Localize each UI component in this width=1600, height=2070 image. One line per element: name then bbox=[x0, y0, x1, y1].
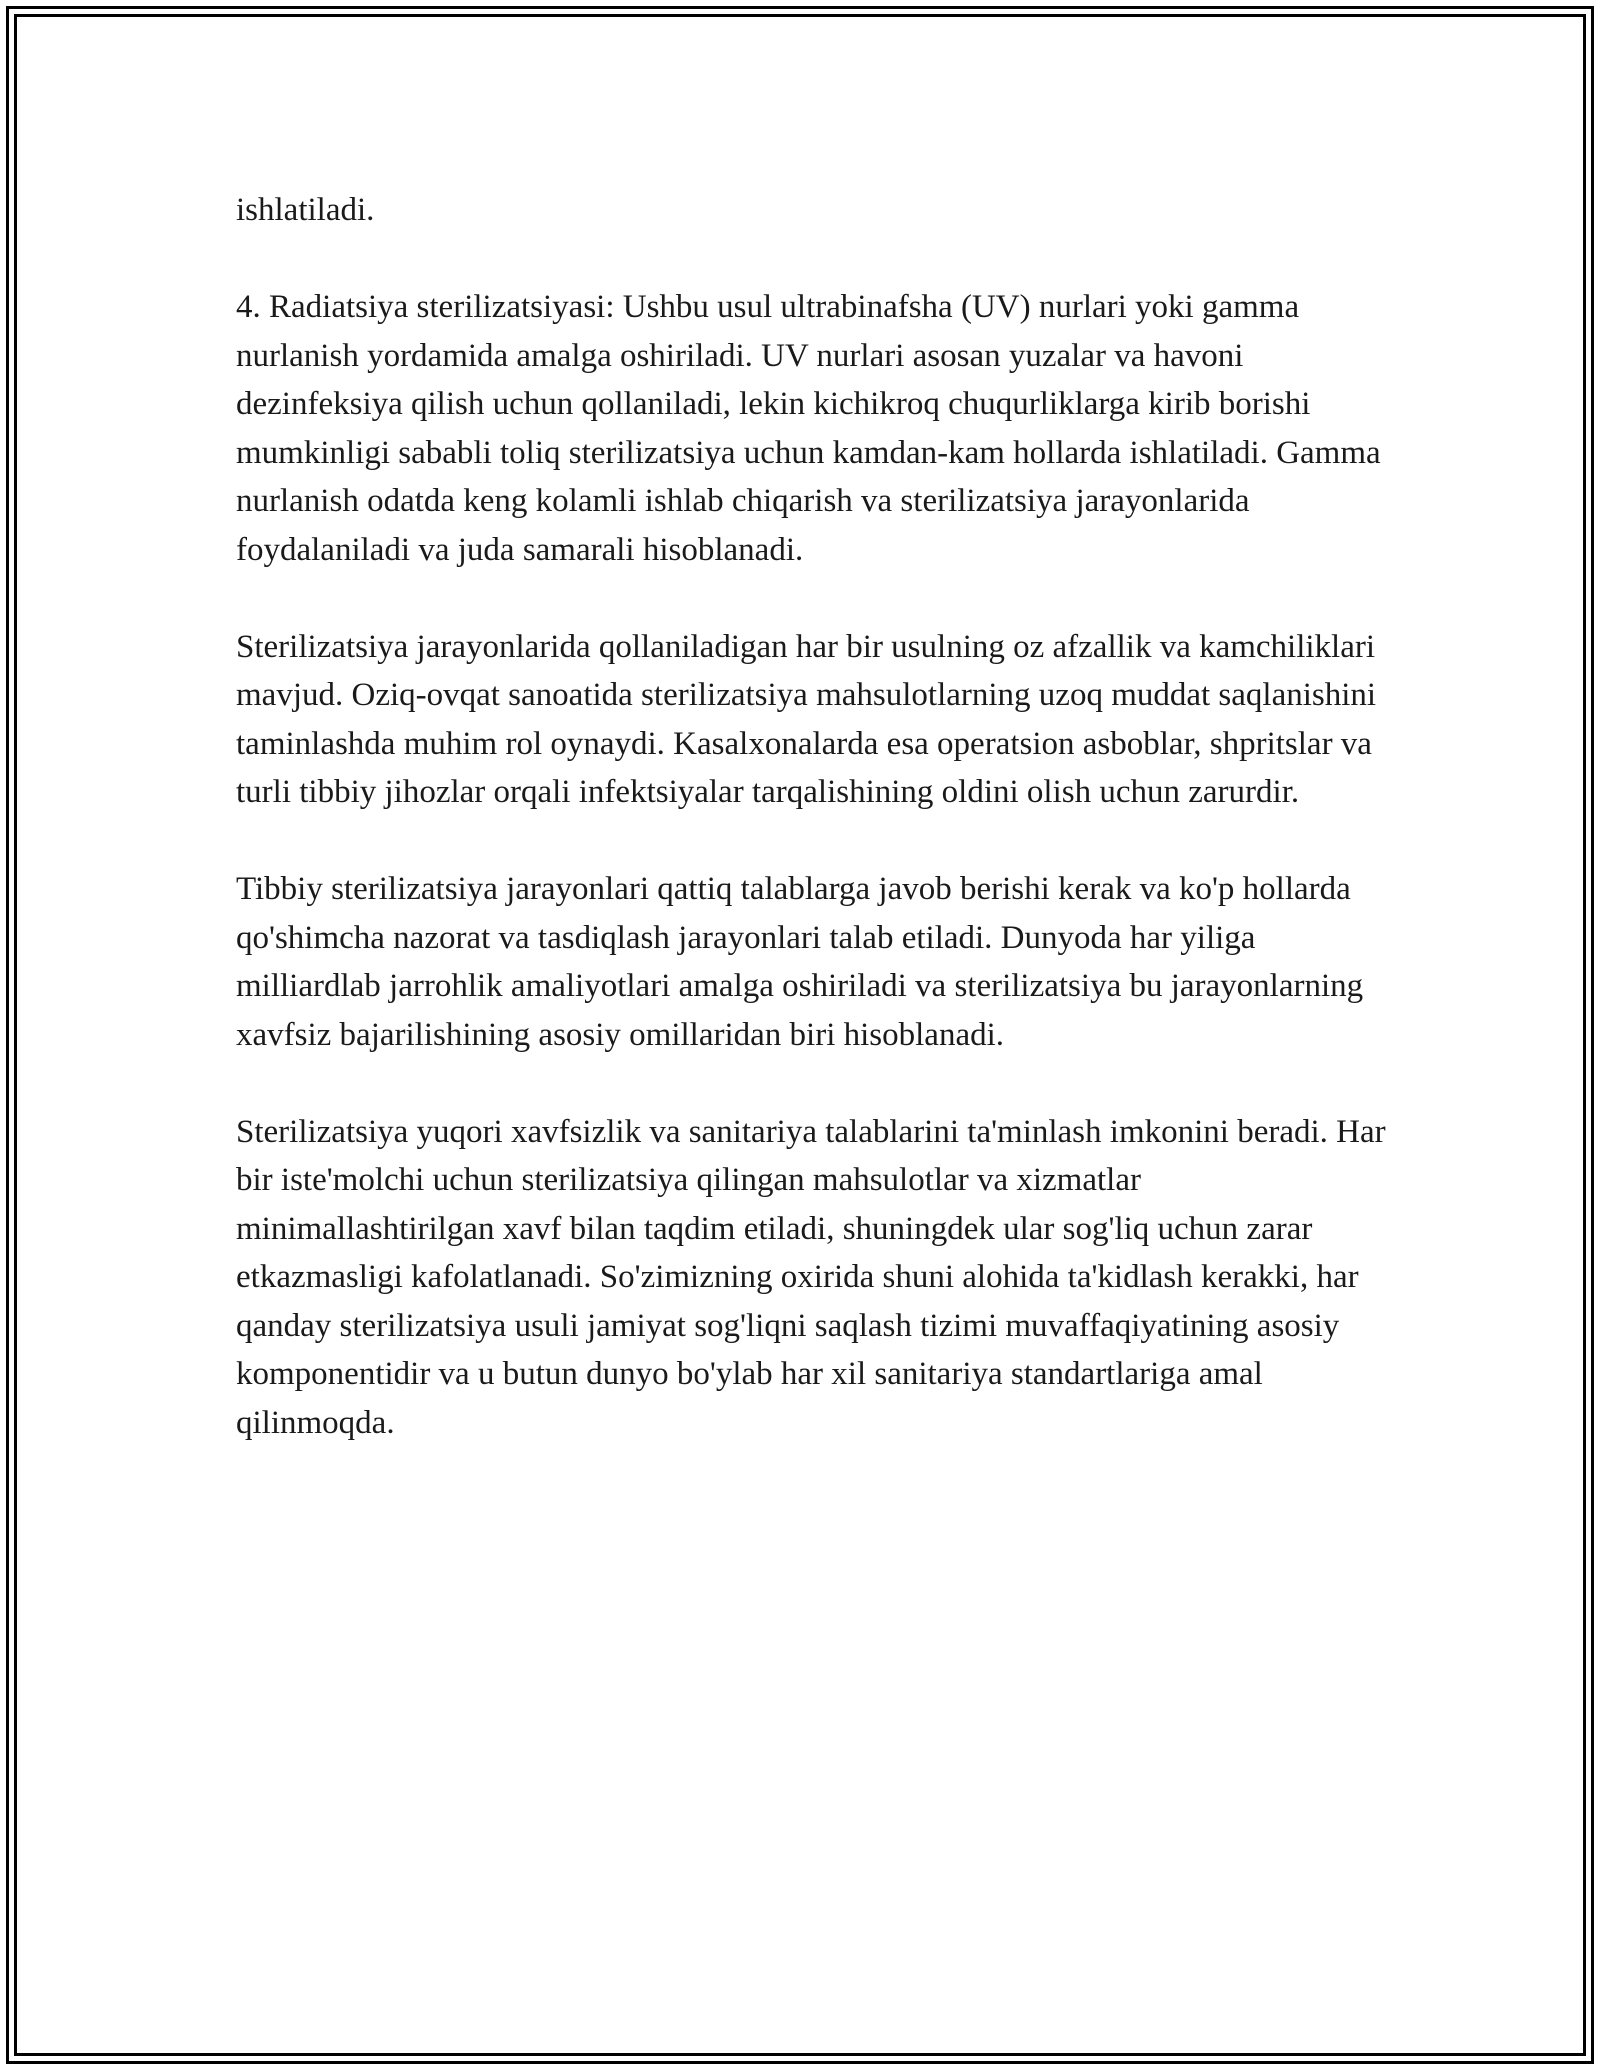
paragraph-conclusion: Sterilizatsiya yuqori xavfsizlik va sanitariya talablarini ta'minlash imkonini beradi. Har bir iste'molchi uchun sterilizatsiya qilingan mahsulotlar va xizmatlar minimallashtirilgan xavf bilan taqdim etiladi, shuningdek ular sog'liq uchun zarar etkazmasligi kafolatlanadi. So'zimizning oxirida shuni alohida ta'kidlash kerakki, har qanday sterilizatsiya usuli jamiyat sog'liqni saqlash tizimi muvaffaqiyatining asosiy komponentidir va u butun dunyo bo'ylab har xil sanitariya standartlariga amal qilinmoqda. bbox=[236, 1113, 1386, 1441]
paragraph-medical-sterilization: Tibbiy sterilizatsiya jarayonlari qattiq talablarga javob berishi kerak va ko'p hollarda qo'shimcha nazorat va tasdiqlash jarayonlari talab etiladi. Dunyoda har yiliga milliardlab jarrohlik amaliyotlari amalga oshiriladi va sterilizatsiya bu jarayonlarning xavfsiz bajarilishining asosiy omillaridan biri hisoblanadi. bbox=[236, 871, 1364, 1053]
paragraph-methods-pros-cons: Sterilizatsiya jarayonlarida qollaniladigan har bir usulning oz afzallik va kamchiliklari mavjud. Oziq-ovqat sanoatida sterilizatsiya mahsulotlarning uzoq muddat saqlanishini taminlashda muhim rol oynaydi. Kasalxonalarda esa operatsion asboblar, shpritslar va turli tibbiy jihozlar orqali infektsiyalar tarqalishining oldini olish uchun zarurdir. bbox=[236, 628, 1377, 810]
paragraph-radiation-sterilization: 4. Radiatsiya sterilizatsiyasi: Ushbu usul ultrabinafsha (UV) nurlari yoki gamma nurlanish yordamida amalga oshiriladi. UV nurlari asosan yuzalar va havoni dezinfeksiya qilish uchun qollaniladi, lekin kichikroq chuqurliklarga kirib borishi mumkinligi sababli toliq sterilizatsiya uchun kamdan-kam hollarda ishlatiladi. Gamma nurlanish odatda keng kolamli ishlab chiqarish va sterilizatsiya jarayonlarida foydalaniladi va juda samarali hisoblanadi. bbox=[236, 289, 1381, 568]
paragraph-continuation: ishlatiladi. bbox=[236, 192, 375, 228]
document-body bbox=[236, 186, 1386, 1496]
